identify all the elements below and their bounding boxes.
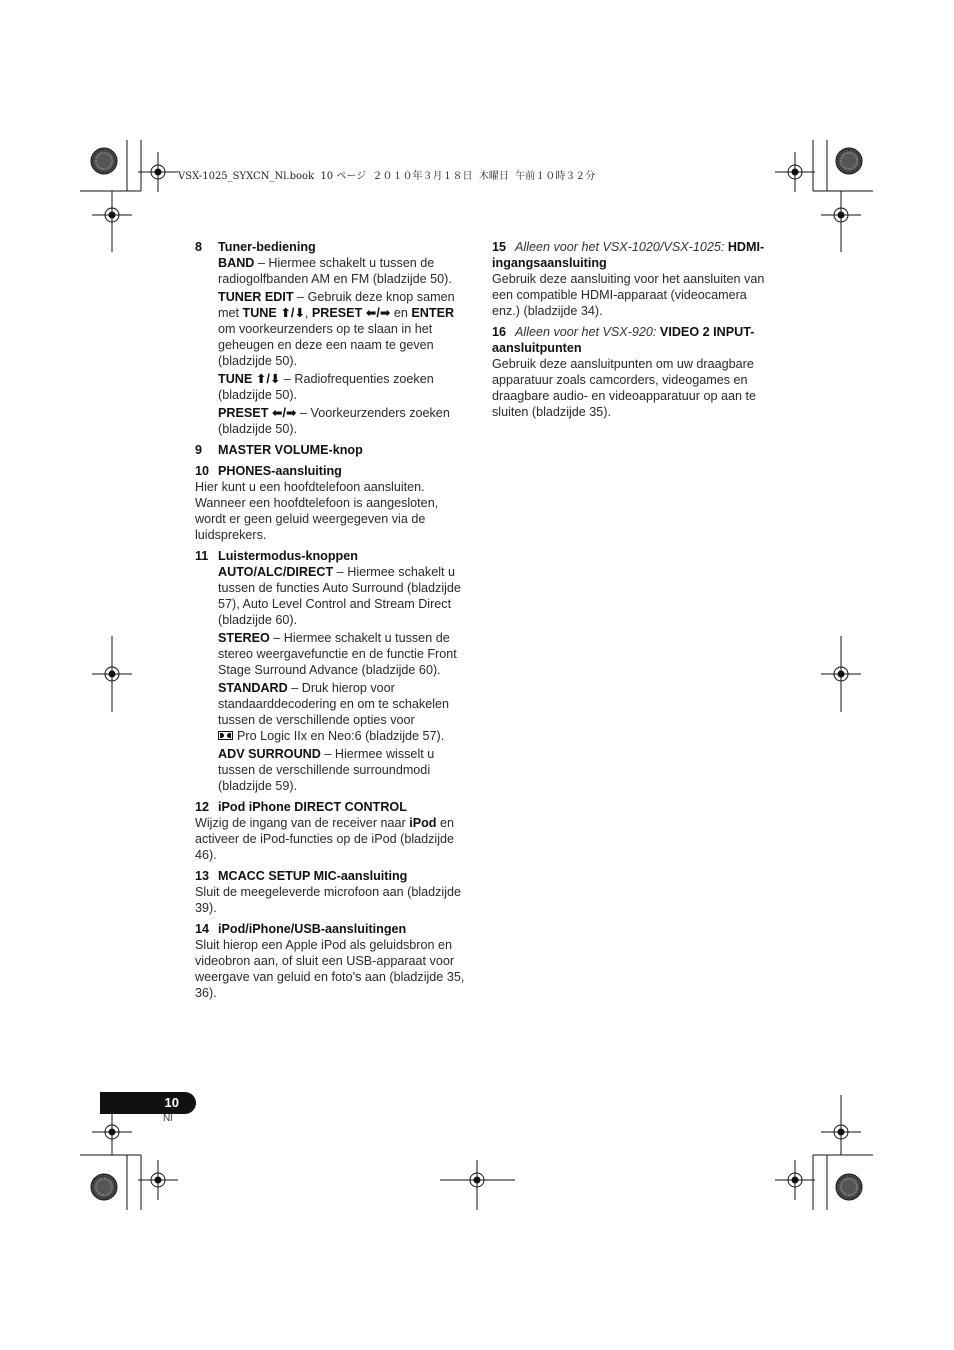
item-8 (195, 239, 471, 437)
page-number: 10 (164, 1095, 179, 1110)
item-number: 16 (492, 325, 507, 339)
registration-cross-icon (138, 1160, 178, 1200)
item-text: Sluit de meegeleverde microfoon aan (bladzijde 39). (195, 885, 462, 915)
item-12 (195, 799, 471, 863)
item-14 (195, 921, 471, 1001)
print-file-info: VSX-1025_SYXCN_Nl.book 10 ページ ２０１０年３月１８日 木曜日 午前１０時３２分 (178, 171, 596, 182)
standard-description: STANDARD – Druk hierop voor standaarddecodering en om te schakelen tussen de verschillende opties voor Pro Logic IIx en Neo:6 (bladzijde 57). (218, 681, 450, 743)
band-description: BAND – Hiermee schakelt u tussen de radiogolfbanden AM en FM (bladzijde 50). (218, 256, 452, 286)
item-model-note: Alleen voor het VSX-920: (515, 325, 657, 339)
item-text: Sluit hierop een Apple iPod als geluidsbron en videobron aan, of sluit een USB-apparaat voor weergave van geluid en foto’s aan (bladzijde 35, 36). (195, 938, 465, 1000)
item-16 (492, 324, 768, 420)
item-title: iPod/iPhone/USB-aansluitingen (218, 922, 407, 936)
registration-cross-icon (92, 654, 132, 694)
item-number: 12 (195, 800, 210, 814)
item-title: MCACC SETUP MIC-aansluiting (218, 869, 408, 883)
stereo-description: STEREO – Hiermee schakelt u tussen de stereo weergavefunctie en de functie Front Stage Surround Advance (bladzijde 60). (218, 631, 457, 677)
item-13 (195, 868, 471, 916)
item-title: Luistermodus-knoppen (218, 549, 358, 563)
registration-star-icon (91, 148, 117, 174)
item-text: Wijzig de ingang van de receiver naar iPod en activeer de iPod-functies op de iPod (bladzijde 46). (195, 816, 455, 862)
item-number: 8 (195, 240, 203, 254)
registration-star-icon (836, 1174, 862, 1200)
auto-alc-direct-description: AUTO/ALC/DIRECT – Hiermee schakelt u tussen de functies Auto Surround (bladzijde 57), Auto Level Control and Stream Direct (bladzijde 60). (218, 565, 461, 627)
registration-cross-icon (138, 152, 178, 192)
item-text: Gebruik deze aansluitpunten om uw draagbare apparatuur zoals camcorders, videogames en draagbare audio- en videoapparatuur op aan te sluiten (bladzijde 35). (492, 357, 756, 419)
language-code: Nl (163, 1113, 173, 1124)
item-number: 10 (195, 464, 210, 478)
preset-description: PRESET ⬅/➡ – Voorkeurzenders zoeken (bladzijde 50). (218, 406, 450, 436)
item-11 (195, 548, 471, 794)
item-title: iPod iPhone DIRECT CONTROL (218, 800, 407, 814)
dolby-logo-icon (218, 731, 233, 740)
item-title: PHONES-aansluiting (218, 464, 342, 478)
item-15 (492, 239, 768, 319)
item-text: Gebruik deze aansluiting voor het aansluiten van een compatible HDMI-apparaat (videocamera enz.) (bladzijde 34). (492, 272, 765, 318)
registration-star-icon (836, 148, 862, 174)
left-column (195, 239, 471, 1006)
item-number: 14 (195, 922, 210, 936)
registration-cross-icon (92, 195, 132, 235)
item-number: 15 (492, 240, 507, 254)
item-9 (195, 442, 471, 458)
adv-surround-description: ADV SURROUND – Hiermee wisselt u tussen de verschillende surroundmodi (bladzijde 59). (218, 747, 435, 793)
item-title: MASTER VOLUME-knop (218, 443, 363, 457)
registration-cross-icon (457, 1160, 497, 1200)
item-title: HDMI-ingangsaansluiting (492, 240, 765, 270)
item-title: Tuner-bediening (218, 240, 316, 254)
item-text: Hier kunt u een hoofdtelefoon aansluiten. Wanneer een hoofdtelefoon is aangesloten, wordt er geen geluid weergegeven via de luidsprekers. (195, 480, 439, 542)
registration-cross-icon (92, 1112, 132, 1152)
right-column (492, 239, 768, 425)
tune-description: TUNE ⬆/⬇ – Radiofrequenties zoeken (bladzijde 50). (218, 372, 434, 402)
registration-cross-icon (821, 195, 861, 235)
left-right-arrow-icon: ⬅/➡ (271, 406, 297, 420)
registration-cross-icon (775, 152, 815, 192)
up-down-arrow-icon: ⬆/⬇ (255, 372, 281, 386)
registration-cross-icon (821, 654, 861, 694)
item-title: VIDEO 2 INPUT-aansluitpunten (492, 325, 755, 355)
up-down-arrow-icon: ⬆/⬇ (280, 306, 305, 320)
registration-cross-icon (775, 1160, 815, 1200)
item-number: 11 (195, 549, 209, 563)
item-10 (195, 463, 471, 543)
registration-cross-icon (821, 1112, 861, 1152)
left-right-arrow-icon: ⬅/➡ (365, 306, 391, 320)
tuner-edit-description: TUNER EDIT – Gebruik deze knop samen met TUNE ⬆/⬇, PRESET ⬅/➡ en ENTER om voorkeurzenders op te slaan in het geheugen en deze een naam te geven (bladzijde 50). (218, 290, 455, 368)
page-number-badge (100, 1092, 196, 1114)
item-model-note: Alleen voor het VSX-1020/VSX-1025: (515, 240, 725, 254)
item-number: 13 (195, 869, 210, 883)
registration-star-icon (91, 1174, 117, 1200)
item-number: 9 (195, 443, 203, 457)
